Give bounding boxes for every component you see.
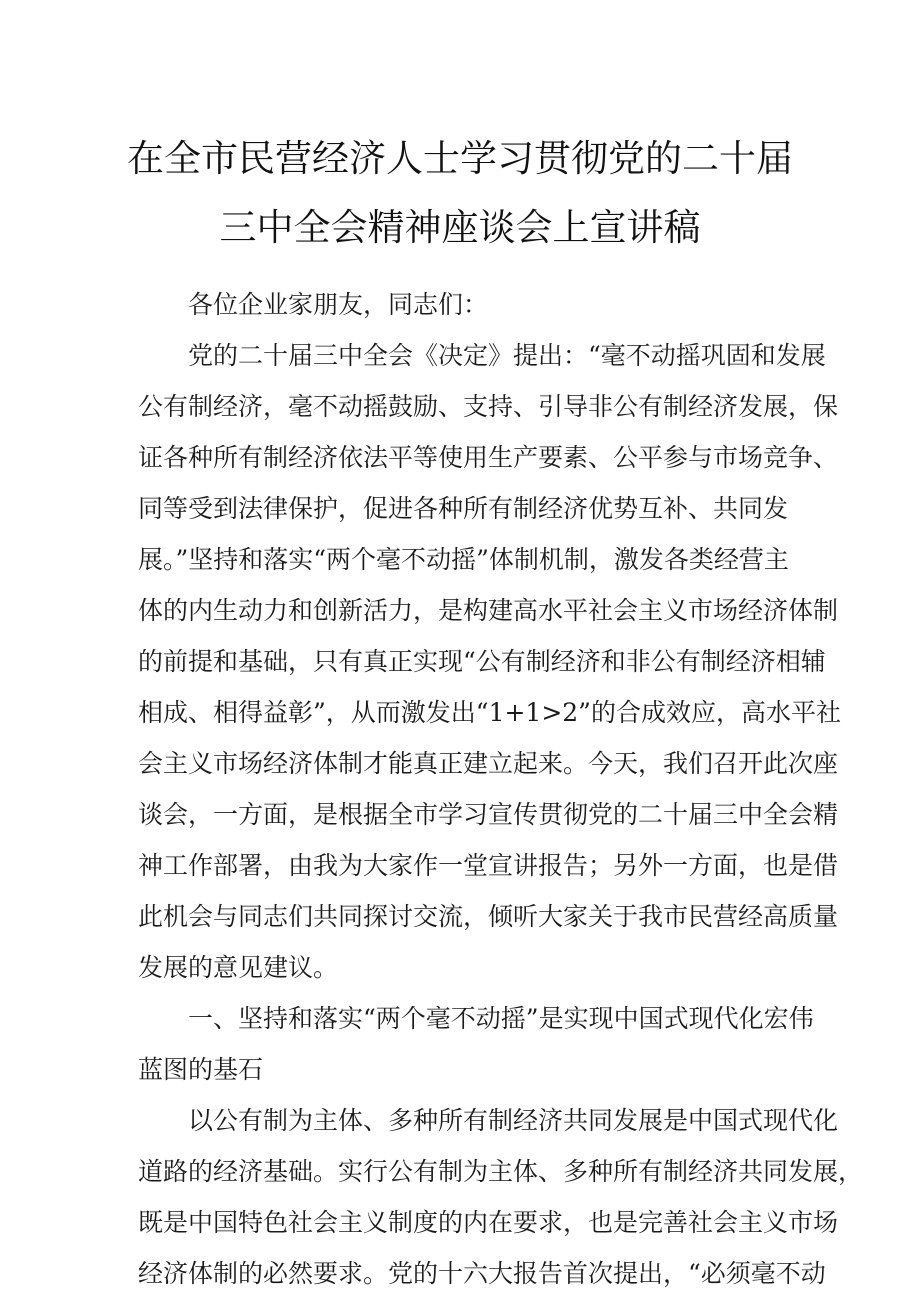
paragraph-line: 展。”坚持和落实“两个毫不动摇”体制机制，激发各类经营主 <box>138 545 789 574</box>
paragraph-line: 发展的意见建议。 <box>138 953 339 982</box>
salutation: 各位企业家朋友，同志们： <box>188 290 489 319</box>
paragraph-line: 的前提和基础，只有真正实现“公有制经济和非公有制经济相辅 <box>138 647 826 676</box>
paragraph-line: 同等受到法律保护，促进各种所有制经济优势互补、共同发 <box>138 494 789 523</box>
document-title-line-1: 在全市民营经济人士学习贯彻党的二十届 <box>127 137 793 180</box>
paragraph-line: 证各种所有制经济依法平等使用生产要素、公平参与市场竞争、 <box>138 443 839 472</box>
paragraph-line: 道路的经济基础。实行公有制为主体、多种所有制经济共同发展， <box>138 1157 864 1186</box>
paragraph-line: 党的二十届三中全会《决定》提出：“毫不动摇巩固和发展 <box>188 341 826 370</box>
paragraph-line: 此机会与同志们共同探讨交流，倾听大家关于我市民营经高质量 <box>138 902 839 931</box>
section-heading-line: 一、坚持和落实“两个毫不动摇”是实现中国式现代化宏伟 <box>188 1004 814 1033</box>
paragraph-line: 经济体制的必然要求。党的十六大报告首次提出，“必须毫不动 <box>138 1259 826 1288</box>
paragraph-line: 既是中国特色社会主义制度的内在要求，也是完善社会主义市场 <box>138 1208 839 1237</box>
paragraph-line: 会主义市场经济体制才能真正建立起来。今天，我们召开此次座 <box>138 749 839 778</box>
paragraph-line: 体的内生动力和创新活力，是构建高水平社会主义市场经济体制 <box>138 596 839 625</box>
document-title-line-2: 三中全会精神座谈会上宣讲稿 <box>219 206 701 249</box>
section-heading-line: 蓝图的基石 <box>138 1055 264 1084</box>
paragraph-line: 神工作部署，由我为大家作一堂宣讲报告；另外一方面，也是借 <box>138 851 839 880</box>
paragraph-line: 相成、相得益彰”，从而激发出“1+1>2”的合成效应，高水平社 <box>138 698 841 727</box>
paragraph-line: 谈会，一方面，是根据全市学习宣传贯彻党的二十届三中全会精 <box>138 800 839 829</box>
paragraph-line: 公有制经济，毫不动摇鼓励、支持、引导非公有制经济发展，保 <box>138 392 839 421</box>
paragraph-line: 以公有制为主体、多种所有制经济共同发展是中国式现代化 <box>188 1106 839 1135</box>
